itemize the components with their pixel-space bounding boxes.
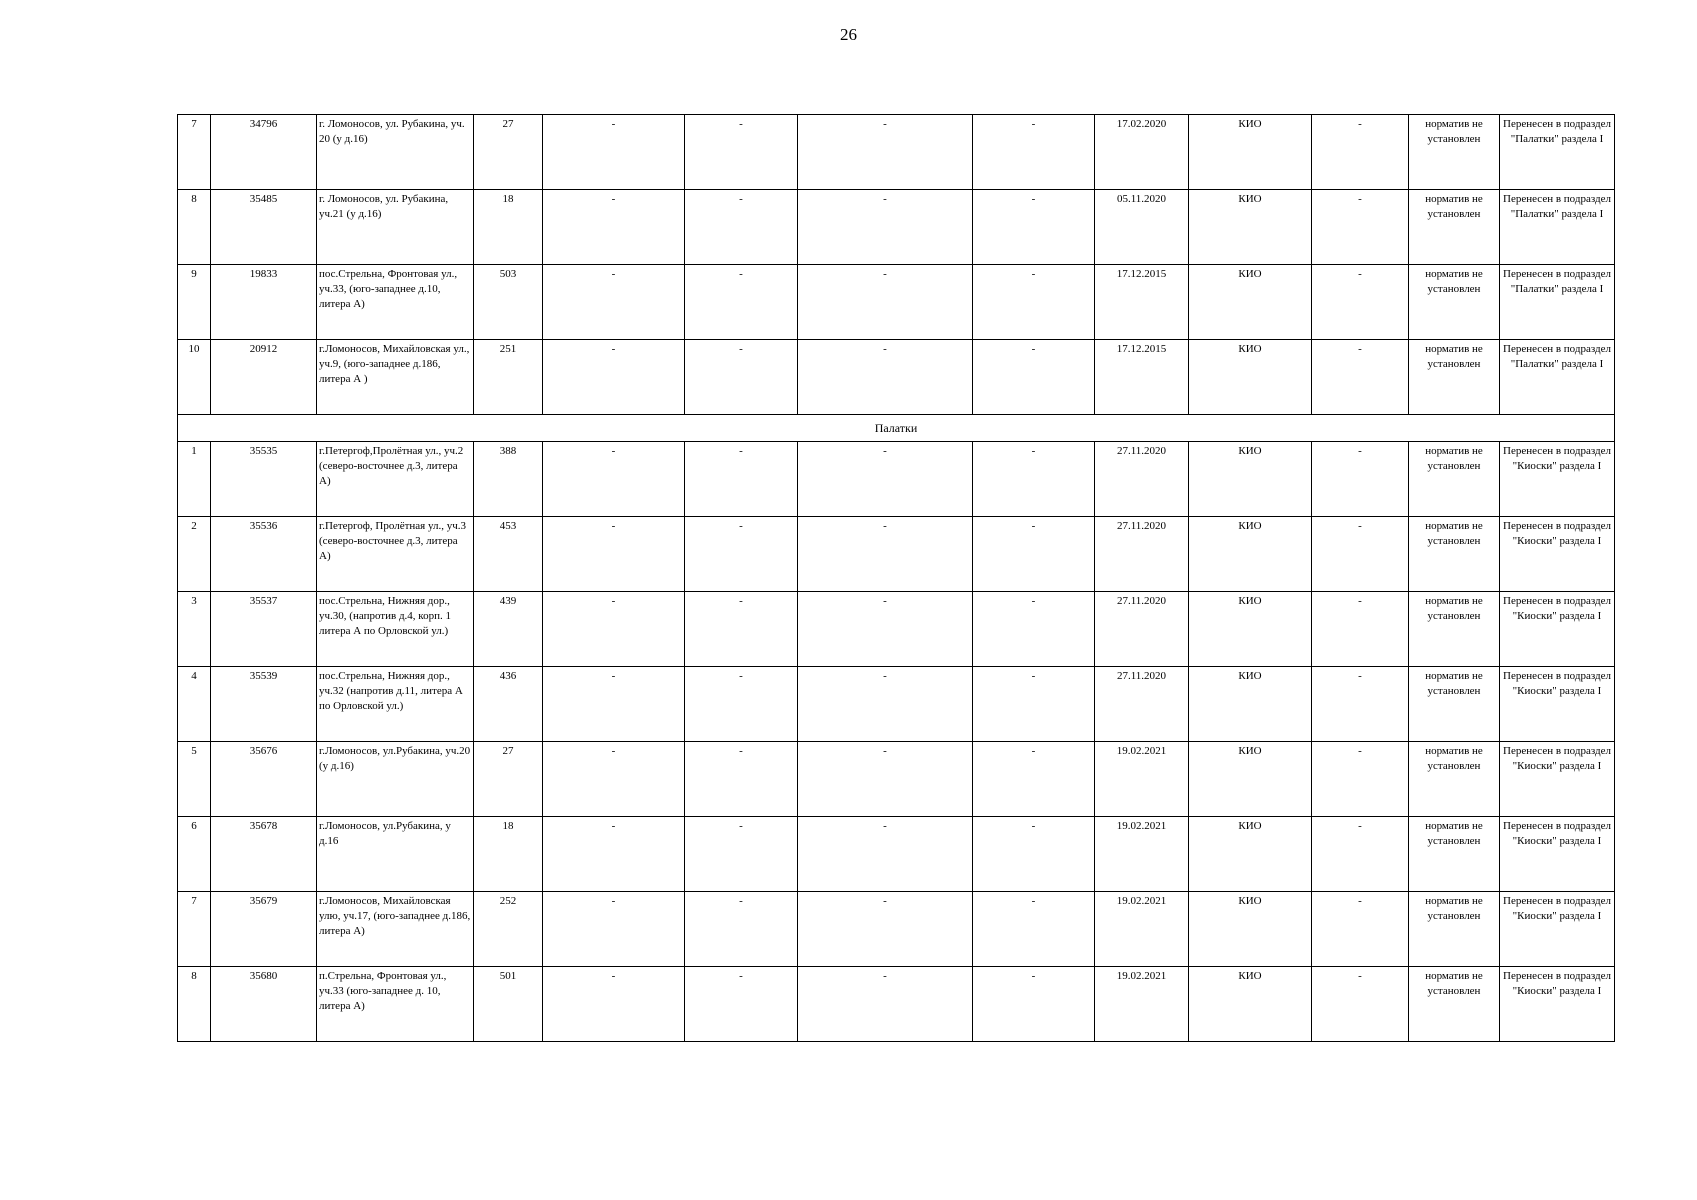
cell-column-8: - [973,967,1095,1042]
cell-note: Перенесен в подраздел "Киоски" раздела I [1500,967,1615,1042]
cell-note: Перенесен в подраздел "Киоски" раздела I [1500,892,1615,967]
table-row [178,892,1615,967]
section-header-row [178,415,1615,442]
cell-column-8: - [973,265,1095,340]
cell-column-6: - [685,190,798,265]
cell-normative: норматив не установлен [1409,967,1500,1042]
cell-address: г.Ломоносов, Михайловская ул., уч.9, (юго-западнее д.186, литера А ) [317,340,474,415]
cell-column-7: - [798,265,973,340]
cell-object-id: 35536 [211,517,317,592]
cell-owner: КИО [1189,817,1312,892]
cell-object-id: 35537 [211,592,317,667]
cell-owner: КИО [1189,742,1312,817]
cell-row-number: 4 [178,667,211,742]
cell-date: 19.02.2021 [1095,742,1189,817]
table-row [178,742,1615,817]
cell-area: 27 [474,742,543,817]
cell-normative: норматив не установлен [1409,115,1500,190]
page-number: 26 [840,25,857,44]
cell-owner: КИО [1189,517,1312,592]
cell-date: 17.02.2020 [1095,115,1189,190]
cell-normative: норматив не установлен [1409,517,1500,592]
cell-row-number: 8 [178,967,211,1042]
cell-column-5: - [543,742,685,817]
cell-owner: КИО [1189,340,1312,415]
cell-row-number: 2 [178,517,211,592]
cell-column-6: - [685,115,798,190]
cell-column-5: - [543,967,685,1042]
cell-column-6: - [685,817,798,892]
cell-normative: норматив не установлен [1409,667,1500,742]
table-row [178,190,1615,265]
cell-column-11: - [1312,892,1409,967]
cell-normative: норматив не установлен [1409,190,1500,265]
cell-date: 19.02.2021 [1095,817,1189,892]
section-title: Палатки [178,415,1615,442]
cell-normative: норматив не установлен [1409,817,1500,892]
cell-column-5: - [543,190,685,265]
cell-column-11: - [1312,667,1409,742]
cell-column-7: - [798,817,973,892]
cell-column-6: - [685,340,798,415]
cell-column-7: - [798,592,973,667]
cell-column-7: - [798,967,973,1042]
cell-object-id: 20912 [211,340,317,415]
table-row [178,340,1615,415]
cell-column-8: - [973,442,1095,517]
cell-column-6: - [685,265,798,340]
cell-row-number: 8 [178,190,211,265]
cell-column-11: - [1312,265,1409,340]
cell-column-7: - [798,667,973,742]
cell-object-id: 35485 [211,190,317,265]
cell-area: 18 [474,817,543,892]
cell-owner: КИО [1189,442,1312,517]
cell-column-6: - [685,517,798,592]
cell-row-number: 7 [178,115,211,190]
cell-column-11: - [1312,517,1409,592]
cell-address: г.Петергоф,Пролётная ул., уч.2 (северо-восточнее д.3, литера А) [317,442,474,517]
cell-column-8: - [973,517,1095,592]
cell-date: 17.12.2015 [1095,265,1189,340]
cell-note: Перенесен в подраздел "Киоски" раздела I [1500,442,1615,517]
cell-owner: КИО [1189,667,1312,742]
cell-column-6: - [685,892,798,967]
cell-column-11: - [1312,817,1409,892]
cell-column-8: - [973,190,1095,265]
table-row [178,817,1615,892]
cell-area: 439 [474,592,543,667]
cell-owner: КИО [1189,592,1312,667]
cell-area: 27 [474,115,543,190]
cell-object-id: 35678 [211,817,317,892]
cell-object-id: 35676 [211,742,317,817]
cell-column-7: - [798,892,973,967]
cell-row-number: 1 [178,442,211,517]
table-row [178,592,1615,667]
cell-note: Перенесен в подраздел "Киоски" раздела I [1500,817,1615,892]
cell-normative: норматив не установлен [1409,340,1500,415]
cell-column-8: - [973,667,1095,742]
cell-address: г.Ломоносов, ул.Рубакина, уч.20 (у д.16) [317,742,474,817]
cell-column-5: - [543,667,685,742]
cell-note: Перенесен в подраздел "Палатки" раздела I [1500,340,1615,415]
cell-column-8: - [973,115,1095,190]
cell-normative: норматив не установлен [1409,892,1500,967]
table-row [178,517,1615,592]
cell-area: 503 [474,265,543,340]
cell-column-11: - [1312,967,1409,1042]
cell-column-11: - [1312,592,1409,667]
cell-column-5: - [543,592,685,667]
cell-normative: норматив не установлен [1409,265,1500,340]
cell-note: Перенесен в подраздел "Киоски" раздела I [1500,517,1615,592]
table-row [178,667,1615,742]
cell-column-11: - [1312,115,1409,190]
cell-column-11: - [1312,190,1409,265]
cell-column-7: - [798,742,973,817]
cell-column-6: - [685,592,798,667]
cell-address: пос.Стрельна, Нижняя дор., уч.32 (напротив д.11, литера А по Орловской ул.) [317,667,474,742]
cell-address: г. Ломоносов, ул. Рубакина, уч.21 (у д.16) [317,190,474,265]
table-row [178,967,1615,1042]
cell-column-7: - [798,340,973,415]
cell-note: Перенесен в подраздел "Палатки" раздела I [1500,115,1615,190]
cell-column-8: - [973,742,1095,817]
cell-area: 251 [474,340,543,415]
cell-column-11: - [1312,442,1409,517]
cell-column-5: - [543,442,685,517]
cell-column-6: - [685,442,798,517]
rows-before-section [178,115,1615,415]
cell-note: Перенесен в подраздел "Палатки" раздела I [1500,265,1615,340]
cell-normative: норматив не установлен [1409,742,1500,817]
cell-owner: КИО [1189,265,1312,340]
cell-column-5: - [543,817,685,892]
cell-row-number: 5 [178,742,211,817]
table-row [178,265,1615,340]
cell-object-id: 34796 [211,115,317,190]
cell-object-id: 35680 [211,967,317,1042]
cell-date: 27.11.2020 [1095,592,1189,667]
cell-address: г.Петергоф, Пролётная ул., уч.3 (северо-восточнее д.3, литера А) [317,517,474,592]
cell-row-number: 10 [178,340,211,415]
cell-column-8: - [973,817,1095,892]
cell-area: 501 [474,967,543,1042]
cell-row-number: 9 [178,265,211,340]
rows-after-section [178,442,1615,1042]
cell-column-7: - [798,190,973,265]
cell-date: 27.11.2020 [1095,667,1189,742]
cell-date: 17.12.2015 [1095,340,1189,415]
cell-normative: норматив не установлен [1409,442,1500,517]
cell-row-number: 7 [178,892,211,967]
cell-owner: КИО [1189,967,1312,1042]
cell-address: пос.Стрельна, Нижняя дор., уч.30, (напротив д.4, корп. 1 литера А по Орловской ул.) [317,592,474,667]
cell-column-5: - [543,517,685,592]
cell-date: 05.11.2020 [1095,190,1189,265]
cell-column-7: - [798,115,973,190]
cell-address: г.Ломоносов, ул.Рубакина, у д.16 [317,817,474,892]
cell-date: 27.11.2020 [1095,442,1189,517]
cell-column-8: - [973,892,1095,967]
cell-date: 27.11.2020 [1095,517,1189,592]
cell-owner: КИО [1189,115,1312,190]
cell-address: г.Ломоносов, Михайловская улю, уч.17, (юго-западнее д.186, литера А) [317,892,474,967]
cell-area: 18 [474,190,543,265]
cell-address: пос.Стрельна, Фронтовая ул., уч.33, (юго-западнее д.10, литера А) [317,265,474,340]
cell-owner: КИО [1189,892,1312,967]
table-row [178,115,1615,190]
cell-column-11: - [1312,742,1409,817]
cell-normative: норматив не установлен [1409,592,1500,667]
cell-column-7: - [798,517,973,592]
cell-area: 252 [474,892,543,967]
cell-object-id: 19833 [211,265,317,340]
cell-note: Перенесен в подраздел "Палатки" раздела I [1500,190,1615,265]
cell-address: г. Ломоносов, ул. Рубакина, уч. 20 (у д.16) [317,115,474,190]
cell-column-8: - [973,592,1095,667]
cell-column-5: - [543,265,685,340]
cell-object-id: 35535 [211,442,317,517]
cell-object-id: 35539 [211,667,317,742]
cell-column-5: - [543,340,685,415]
register-table [177,114,1615,1042]
cell-note: Перенесен в подраздел "Киоски" раздела I [1500,667,1615,742]
cell-area: 388 [474,442,543,517]
cell-column-5: - [543,892,685,967]
cell-row-number: 6 [178,817,211,892]
cell-row-number: 3 [178,592,211,667]
cell-note: Перенесен в подраздел "Киоски" раздела I [1500,592,1615,667]
cell-owner: КИО [1189,190,1312,265]
cell-area: 453 [474,517,543,592]
cell-column-7: - [798,442,973,517]
cell-column-6: - [685,667,798,742]
cell-date: 19.02.2021 [1095,967,1189,1042]
cell-object-id: 35679 [211,892,317,967]
cell-date: 19.02.2021 [1095,892,1189,967]
table-row [178,442,1615,517]
cell-column-6: - [685,967,798,1042]
cell-note: Перенесен в подраздел "Киоски" раздела I [1500,742,1615,817]
cell-address: п.Стрельна, Фронтовая ул., уч.33 (юго-западнее д. 10, литера А) [317,967,474,1042]
cell-column-6: - [685,742,798,817]
cell-column-8: - [973,340,1095,415]
cell-column-5: - [543,115,685,190]
cell-area: 436 [474,667,543,742]
cell-column-11: - [1312,340,1409,415]
